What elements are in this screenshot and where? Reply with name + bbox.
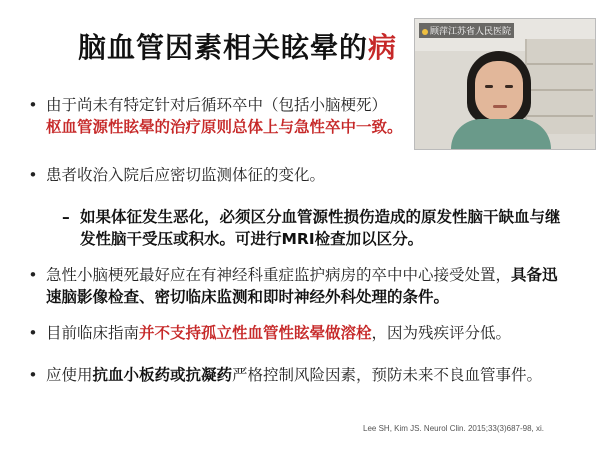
video-participant-name: 顾萍江苏省人民医院 — [430, 27, 512, 37]
sub-bullet-dash: – — [62, 208, 70, 226]
pin-icon — [422, 29, 428, 35]
video-person-body — [451, 119, 551, 150]
bullet-1-part-1: 由于尚未有特定针对后循环卒中（包括小脑梗死） — [46, 96, 388, 114]
sub-bullet — [62, 206, 567, 250]
slide-title — [78, 26, 397, 66]
bullet-4-part-1: 目前临床指南 — [46, 324, 140, 342]
bullet-5-part-1: 应使用 — [46, 366, 93, 384]
video-shelf-line — [527, 89, 593, 91]
bullet-text — [46, 322, 573, 344]
sub-bullet-text: 如果体征发生恶化，必须区分血管源性损伤造成的原发性脑干缺血与继发性脑干受压或积水。可进行MRI检查加以区分。 — [80, 208, 561, 248]
bullet-4-part-3: ，因为残疾评分低。 — [371, 324, 512, 342]
video-person-face — [475, 61, 523, 121]
bullet-dot: • — [28, 366, 38, 384]
bullet-5-part-2: 抗血小板药或抗凝药 — [92, 366, 233, 384]
bullet-2 — [28, 164, 573, 186]
bullet-4-part-2: 并不支持孤立性血管性眩晕做溶栓 — [139, 324, 372, 342]
video-shelf-line — [527, 63, 593, 65]
bullet-text — [46, 264, 573, 308]
bullet-text — [46, 364, 573, 386]
video-person-mouth — [493, 105, 507, 108]
citation: Lee SH, Kim JS. Neurol Clin. 2015;33(3)687-98, xi. — [363, 424, 544, 433]
bullet-dot: • — [28, 96, 38, 114]
bullet-5-part-3: 严格控制风险因素，预防未来不良血管事件。 — [232, 366, 543, 384]
slide-title-accent: 病 — [368, 31, 398, 64]
bullet-2-text: 患者收治入院后应密切监测体征的变化。 — [46, 166, 326, 184]
bullet-1-part-2: 枢血管源性眩晕的治疗原则总体上与急性卒中一致。 — [46, 118, 403, 136]
video-person-eye — [505, 85, 513, 88]
bullet-3 — [28, 264, 573, 308]
bullet-5 — [28, 364, 573, 386]
bullet-3-part-2: 具备迅速脑影像检查、密切临床监测和即时神经外科处理的条件。 — [46, 266, 558, 306]
bullet-dot: • — [28, 166, 38, 184]
video-participant-label — [419, 23, 514, 38]
slide-title-main: 脑血管因素相关眩晕的 — [78, 31, 369, 64]
bullet-dot: • — [28, 324, 38, 342]
video-shelf — [525, 39, 596, 134]
bullet-dot: • — [28, 266, 38, 284]
video-overlay[interactable] — [414, 18, 596, 150]
bullet-4 — [28, 322, 573, 344]
video-person-eye — [485, 85, 493, 88]
bullet-3-part-1: 急性小脑梗死最好应在有神经科重症监护病房的卒中中心接受处置， — [46, 266, 512, 284]
video-shelf-line — [527, 115, 593, 117]
